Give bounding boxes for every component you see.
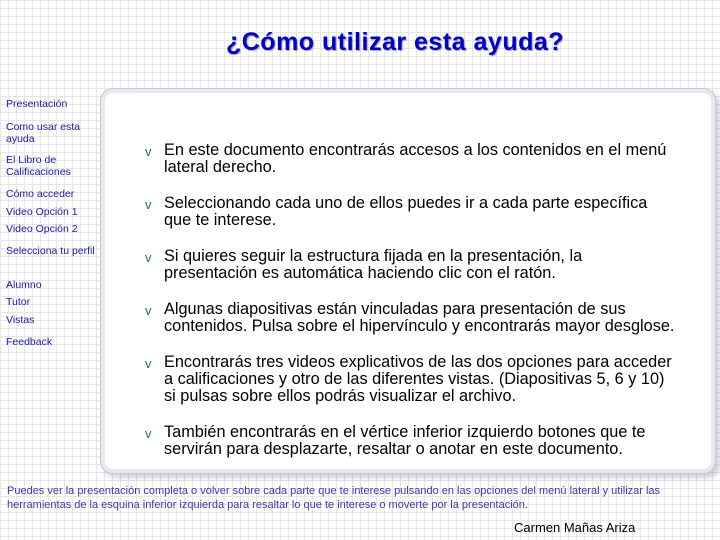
sidebar-item-alumno[interactable]: Alumno [6,279,42,291]
sidebar-item-feedback[interactable]: Feedback [6,336,53,348]
list-item [145,424,675,458]
sidebar-item-como-acceder[interactable]: Cómo acceder [6,188,75,200]
diamond-bullet-icon: v [145,250,152,265]
page-title: ¿Cómo utilizar esta ayuda? [225,28,565,56]
sidebar-item-vistas[interactable]: Vistas [6,314,35,326]
sidebar-item-selecciona-perfil[interactable]: Selecciona tu perfil [6,245,95,257]
diamond-bullet-icon: v [145,197,152,212]
bullet-text: En este documento encontrarás accesos a los contenidos en el menú lateral derecho. [164,141,667,176]
bullet-list [145,142,675,477]
sidebar-item-presentacion[interactable]: Presentación [6,98,68,110]
list-item [145,354,675,405]
bullet-text: Seleccionando cada uno de ellos puedes ir a cada parte específica que te interese. [164,194,648,229]
bullet-text: Encontrarás tres videos explicativos de las dos opciones para acceder a calificaciones y otro de las diferentes vistas. (Diapositivas 5, 6 y 10) si pulsas sobre ellos podrás visualizar el archivo. [164,353,672,405]
list-item [145,301,675,335]
diamond-bullet-icon: v [145,144,152,159]
bullet-text: Algunas diapositivas están vinculadas para presentación de sus contenidos. Pulsa sobre el hipervínculo y encontrarás mayor desglose. [164,300,675,335]
sidebar-item-libro-calificaciones[interactable]: El Libro de Calificaciones [6,154,71,179]
sidebar-item-video-opcion-2[interactable]: Video Opción 2 [6,223,78,235]
diamond-bullet-icon: v [145,356,152,371]
bullet-text: Si quieres seguir la estructura fijada en la presentación, la presentación es automática haciendo clic con el ratón. [164,247,583,282]
list-item [145,248,675,282]
list-item [145,142,675,176]
sidebar-item-como-usar[interactable]: Como usar esta ayuda [6,121,81,146]
author-name: Carmen Mañas Ariza [514,520,636,535]
sidebar-item-video-opcion-1[interactable]: Video Opción 1 [6,206,78,218]
sidebar-item-tutor[interactable]: Tutor [6,296,31,308]
diamond-bullet-icon: v [145,303,152,318]
footer-note: Puedes ver la presentación completa o volver sobre cada parte que te interese pulsando en las opciones del menú lateral y utilizar las herramientas de la esquina inferior izquierda para resaltar lo que te interese o moverte por la presentación. [7,485,661,511]
list-item [145,195,675,229]
diamond-bullet-icon: v [145,426,152,441]
bullet-text: También encontrarás en el vértice inferior izquierdo botones que te servirán para desplazarte, resaltar o anotar en este documento. [164,423,646,458]
